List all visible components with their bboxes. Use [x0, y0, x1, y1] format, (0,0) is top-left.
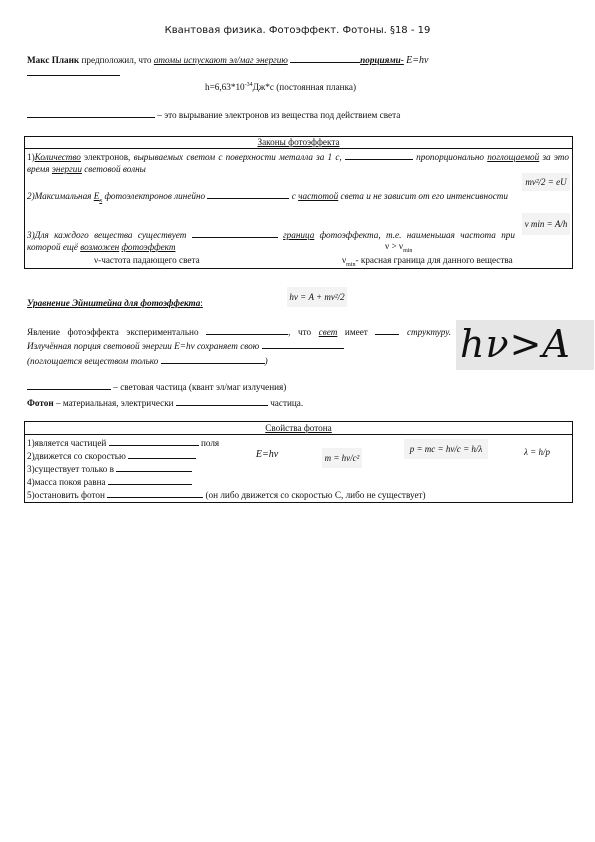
particle-definition: – световая частица (квант эл/маг излучения): [27, 380, 286, 392]
blank-line[interactable]: [128, 449, 196, 459]
blank-line[interactable]: [109, 436, 199, 446]
blank-line[interactable]: [206, 325, 288, 335]
planck-formula: E=hν: [406, 55, 429, 66]
photon-property: 3)существует только в: [27, 462, 192, 474]
numin-definition: $\nu_{min}-$ красная граница для данного вещества: [342, 255, 513, 268]
hv-greater-a-image: hν>A: [456, 320, 594, 370]
nu-definition: ν-частота падающего света: [94, 255, 200, 265]
formula-photon-energy: E=hν: [247, 447, 287, 461]
einstein-label: Уравнение Эйнштейна для фотоэффекта:: [27, 298, 203, 308]
laws-box-divider: [24, 148, 573, 149]
blank-line[interactable]: [107, 488, 203, 498]
blank-line[interactable]: [176, 396, 268, 406]
planck-portions: порциями-: [360, 55, 404, 65]
planck-name: Макс Планк: [27, 55, 80, 65]
blank-line[interactable]: [116, 462, 192, 472]
formula-einstein: hν = A + mv²/2: [287, 287, 347, 307]
blank-line[interactable]: [262, 339, 344, 349]
blank-line[interactable]: [27, 108, 155, 118]
formula-kinetic-energy: mv²/2 = eU: [522, 173, 570, 191]
page-title: Квантовая физика. Фотоэффект. Фотоны. §18 - 19: [164, 25, 431, 36]
phenomenon-absorb: (поглощается веществом только ): [27, 356, 268, 366]
law-2: 2)Максимальная $E_к$ фотоэлектронов линейно с частотой света и не зависит от его интенсивности: [27, 191, 508, 204]
photon-property: 4)масса покоя равна: [27, 475, 192, 487]
photon-property: 2)движется со скоростью: [27, 449, 196, 461]
photon-property: 5)остановить фотон (он либо движется со скоростью С, либо не существует): [27, 490, 426, 500]
planck-phrase: атомы испускают эл/маг энергию: [153, 55, 288, 65]
blank-line[interactable]: [27, 380, 111, 390]
law-3: 3)Для каждого вещества существует граница фотоэффекта, т.е. наименьшая частота при которой ещё возможен фотоэффект: [27, 230, 515, 252]
formula-photon-momentum: p = mc = hν/c = h/λ: [404, 439, 488, 459]
props-header: Свойства фотона: [265, 423, 332, 433]
photoeffect-definition: – это вырывание электронов из вещества под действием света: [27, 108, 400, 120]
blank-line[interactable]: [290, 53, 360, 63]
blank-line[interactable]: [192, 228, 278, 238]
planck-paragraph: [27, 53, 567, 67]
blank-line[interactable]: [375, 325, 399, 335]
blank-line[interactable]: [207, 189, 289, 199]
photon-property: 1)является частицей поля: [27, 438, 220, 448]
blank-line[interactable]: [161, 354, 265, 364]
law-3-condition: $\nu > \nu_{min}$: [385, 241, 413, 254]
formula-photon-mass: m = hν/c²: [322, 448, 362, 468]
laws-header: Законы фотоэффекта: [257, 137, 340, 147]
planck-constant: $h=6,63*10^{-34}Дж*с$ (постоянная планка): [205, 82, 357, 93]
photon-definition: Фотон – материальная, электрически частица.: [27, 398, 304, 408]
props-box-divider: [24, 434, 573, 435]
planck-text: предположил, что: [79, 55, 154, 65]
blank-line[interactable]: [108, 475, 192, 485]
blank-line[interactable]: [345, 150, 413, 160]
formula-wavelength: λ = h/p: [520, 440, 554, 464]
phenomenon-paragraph: Явление фотоэффекта экспериментально , что свет имеет структуру. Излучённая порция световой энергии E=hν сохраняет свою: [27, 327, 452, 351]
formula-red-limit: ν min = A/h: [522, 213, 570, 235]
law-1: 1)Количество электронов, вырываемых светом с поверхности металла за 1 с, пропорционально поглощаемой за это время энергии световой волны: [27, 152, 570, 174]
blank-line[interactable]: [27, 75, 120, 76]
